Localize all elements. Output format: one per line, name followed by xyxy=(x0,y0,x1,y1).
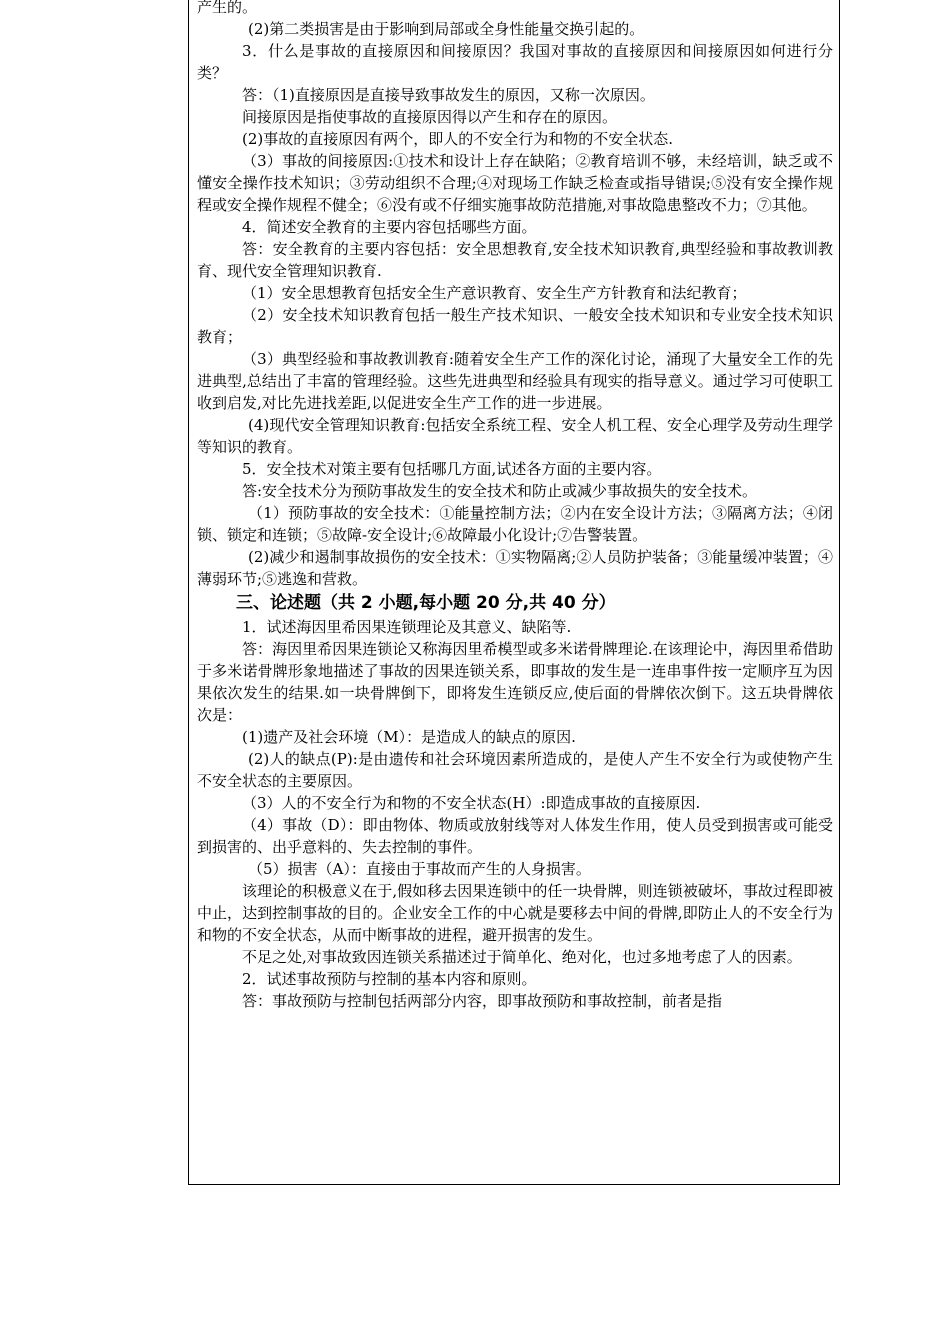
paragraph: (1)遗产及社会环境（M）：是造成人的缺点的原因. xyxy=(242,728,576,746)
paragraph: (2)人的缺点(P):是由遗传和社会环境因素所造成的，是使人产生不安全行为或使物产生不安全状态的主要原因。 xyxy=(197,750,833,790)
paragraph: （1）安全思想教育包括安全生产意识教育、安全生产方针教育和法纪教育； xyxy=(242,284,747,302)
paragraph: （3）典型经验和事故教训教育:随着安全生产工作的深化讨论，涌现了大量安全工作的先进典型,总结出了丰富的管理经验。这些先进典型和经验具有现实的指导意义。通过学习可使职工收到启发,对比先进找差距,以促进安全生产工作的进一步进展。 xyxy=(197,350,833,412)
section-heading: 三、论述题（共 2 小题,每小题 20 分,共 40 分） xyxy=(236,593,616,613)
paragraph: 答：海因里希因果连锁论又称海因里希模型或多米诺骨牌理论.在该理论中，海因里希借助于多米诺骨牌形象地描述了事故的因果连锁关系，即事故的发生是一连串事件按一定顺序互为因果依次发生的结果.如一块骨牌倒下，即将发生连锁反应,使后面的骨牌依次倒下。这五块骨牌依次是： xyxy=(197,640,833,724)
paragraph: （5）损害（A）：直接由于事故而产生的人身损害。 xyxy=(248,860,591,878)
paragraph: （3）人的不安全行为和物的不安全状态(H）:即造成事故的直接原因. xyxy=(242,794,701,812)
paragraph: 答：安全教育的主要内容包括：安全思想教育,安全技术知识教育,典型经验和事故教训教育、现代安全管理知识教育. xyxy=(197,240,833,280)
paragraph: 答：事故预防与控制包括两部分内容，即事故预防和事故控制，前者是指 xyxy=(242,992,723,1010)
paragraph: 答:安全技术分为预防事故发生的安全技术和防止或减少事故损失的安全技术。 xyxy=(242,482,758,500)
paragraph: 产生的。 xyxy=(197,0,258,16)
paragraph: (2)减少和遏制事故损伤的安全技术：①实物隔离;②人员防护装备；③能量缓冲装置；④薄弱环节;⑤逃逸和营救。 xyxy=(197,548,833,588)
paragraph: 5．安全技术对策主要有包括哪几方面,试述各方面的主要内容。 xyxy=(242,460,662,478)
paragraph: （3）事故的间接原因:①技术和设计上存在缺陷；②教育培训不够，未经培训，缺乏或不懂安全操作技术知识；③劳动组织不合理;④对现场工作缺乏检查或指导错误;⑤没有安全操作规程或安全操作规程不健全；⑥没有或不仔细实施事故防范措施,对事故隐患整改不力；⑦其他。 xyxy=(197,152,833,214)
paragraph: 不足之处,对事故致因连锁关系描述过于简单化、绝对化，也过多地考虑了人的因素。 xyxy=(242,948,802,966)
paragraph: 答：（1)直接原因是直接导致事故发生的原因，又称一次原因。 xyxy=(242,86,655,104)
paragraph: (2)第二类损害是由于影响到局部或全身性能量交换引起的。 xyxy=(248,20,645,38)
paragraph: 该理论的积极意义在于,假如移去因果连锁中的任一块骨牌，则连锁被破坏，事故过程即被中止，达到控制事故的目的。企业安全工作的中心就是要移去中间的骨牌,即防止人的不安全行为和物的不安全状态，从而中断事故的进程，避开损害的发生。 xyxy=(197,882,833,944)
paragraph: (2)事故的直接原因有两个，即人的不安全行为和物的不安全状态. xyxy=(242,130,674,148)
paragraph: 3．什么是事故的直接原因和间接原因？我国对事故的直接原因和间接原因如何进行分类？ xyxy=(197,42,833,82)
paragraph: (4)现代安全管理知识教育:包括安全系统工程、安全人机工程、安全心理学及劳动生理学等知识的教育。 xyxy=(197,416,833,456)
paragraph: 4．简述安全教育的主要内容包括哪些方面。 xyxy=(242,218,537,236)
document-body xyxy=(197,0,833,1012)
paragraph: （2）安全技术知识教育包括一般生产技术知识、一般安全技术知识和专业安全技术知识教育； xyxy=(197,306,833,346)
paragraph: 2．试述事故预防与控制的基本内容和原则。 xyxy=(242,970,537,988)
paragraph: 间接原因是指使事故的直接原因得以产生和存在的原因。 xyxy=(242,108,618,126)
paragraph: 1．试述海因里希因果连锁理论及其意义、缺陷等. xyxy=(242,618,572,636)
paragraph: （1）预防事故的安全技术：①能量控制方法；②内在安全设计方法；③隔离方法；④闭锁、锁定和连锁；⑤故障-安全设计;⑥故障最小化设计;⑦告警装置。 xyxy=(197,504,833,544)
paragraph: （4）事故（D）：即由物体、物质或放射线等对人体发生作用，使人员受到损害或可能受到损害的、出乎意料的、失去控制的事件。 xyxy=(197,816,833,856)
